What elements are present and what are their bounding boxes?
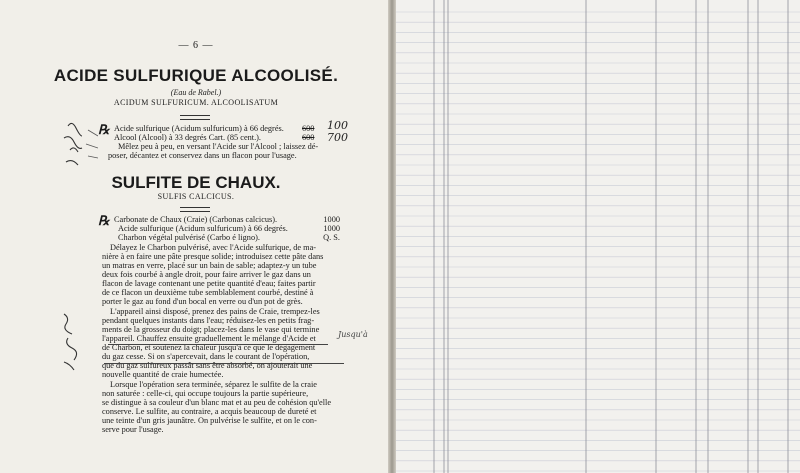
para3-line-6: serve pour l'usage. <box>102 425 164 434</box>
section1-subtitle: (Eau de Rabel.) <box>170 88 222 97</box>
ornament-divider-2 <box>180 207 210 212</box>
section1-ingredient-1-qty: 600 <box>302 124 315 133</box>
section1-instruction-1: Mêlez peu à peu, en versant l'Acide sur l'Alcool ; laissez dé- <box>118 142 319 151</box>
section1-rx-symbol: ℞ <box>98 122 110 137</box>
para2-line-4: l'appareil. Chauffez ensuite graduellement le mélange d'Acide et <box>102 334 316 343</box>
section1-title: ACIDE SULFURIQUE ALCOOLISÉ. <box>53 66 339 85</box>
left-page <box>0 0 392 473</box>
para1-line-7: porter le gaz au fond d'un bocal en verre ou d'un pot de grès. <box>102 297 303 306</box>
handwritten-margin-note: Jusqu'à <box>338 330 368 339</box>
section2-latin-name: SULFIS CALCICUS. <box>157 192 235 201</box>
page-number: — 6 — <box>178 40 214 51</box>
section2-ingredient-1-qty: 1000 <box>323 215 340 224</box>
section1-instruction-2: poser, décantez et conservez dans un flacon pour l'usage. <box>108 151 297 160</box>
margin-scribble-top <box>58 118 98 173</box>
section1-ingredient-2: Alcool (Alcool) à 33 degrés Cart. (85 cent.). <box>114 133 261 142</box>
para3-line-4: conserve. Le sulfite, au contraire, a acquis beaucoup de dureté et <box>102 407 317 416</box>
para1-line-3: un matras en verre, placé sur un bain de sable; adaptez-y un tube <box>102 261 317 270</box>
section2-ingredient-3: Charbon végétal pulvérisé (Carbo é ligno). <box>118 233 260 242</box>
section2-title: SULFITE DE CHAUX. <box>111 173 281 192</box>
margin-scribble-bottom <box>58 308 90 378</box>
ledger-grid <box>396 0 800 473</box>
section2-rx-symbol: ℞ <box>98 213 110 228</box>
section2-ingredient-2-qty: 1000 <box>323 224 340 233</box>
section1-ingredient-1: Acide sulfurique (Acidum sulfuricum) à 66 degrés. <box>114 124 284 133</box>
section1-ingredient-2-qty: 600 <box>302 133 315 142</box>
para1-line-6: de ce flacon un deuxième tube semblablement courbé, destiné à <box>102 288 314 297</box>
para1-line-2: nière à en faire une pâte presque solide; introduisez cette pâte dans <box>102 252 324 261</box>
para2-line-7: que du gaz sulfureux passât sans être absorbé, on ajouterait une <box>102 361 313 370</box>
handwritten-qty-2: 700 <box>327 131 348 144</box>
handwritten-qty-1: 100 <box>327 119 348 132</box>
para3-line-2: non saturée : celle-ci, qui occupe toujours la partie supérieure, <box>102 389 309 398</box>
ornament-divider <box>180 115 210 120</box>
para3-line-1: Lorsque l'opération sera terminée, séparez le sulfite de la craie <box>110 380 317 389</box>
section2-ingredient-1: Carbonate de Chaux (Craie) (Carbonas calcicus). <box>114 215 278 224</box>
para2-line-8: nouvelle quantité de craie humectée. <box>102 370 224 379</box>
book-gutter <box>388 0 396 473</box>
section2-ingredient-2: Acide sulfurique (Acidum sulfuricum) à 66 degrés. <box>118 224 288 233</box>
para1-line-1: Délayez le Charbon pulvérisé, avec l'Acide sulfurique, de ma- <box>110 243 317 252</box>
pencil-underline-1 <box>108 344 328 345</box>
para2-line-2: pendant quelques instants dans l'eau; réduisez-les en petits frag- <box>102 316 315 325</box>
para2-line-1: L'appareil ainsi disposé, prenez des pains de Craie, trempez-les <box>110 307 320 316</box>
para3-line-5: une teinte d'un gris jaunâtre. On pulvérise le sulfite, et on le con- <box>102 416 317 425</box>
section1-latin-name: ACIDUM SULFURICUM. ALCOOLISATUM <box>113 98 279 107</box>
section2-ingredient-3-qty: Q. S. <box>323 233 340 242</box>
pencil-underline-2 <box>104 363 344 364</box>
right-page-ledger <box>338 0 800 473</box>
para1-line-4: deux fois courbé à angle droit, pour faire arriver le gaz dans un <box>102 270 311 279</box>
para3-line-3: se distingue à sa couleur d'un blanc mat et au peu de cohésion qu'elle <box>102 398 332 407</box>
para2-line-6: du gaz cesse. Si on s'apercevait, dans le courant de l'opération, <box>102 352 310 361</box>
para1-line-5: flacon de lavage contenant une petite quantité d'eau; faites partir <box>102 279 316 288</box>
para2-line-5: de Charbon, et soutenez la chaleur jusqu'à ce que le dégagement <box>102 343 316 352</box>
para2-line-3: ments de la grosseur du doigt; placez-les dans le vase qui termine <box>102 325 320 334</box>
